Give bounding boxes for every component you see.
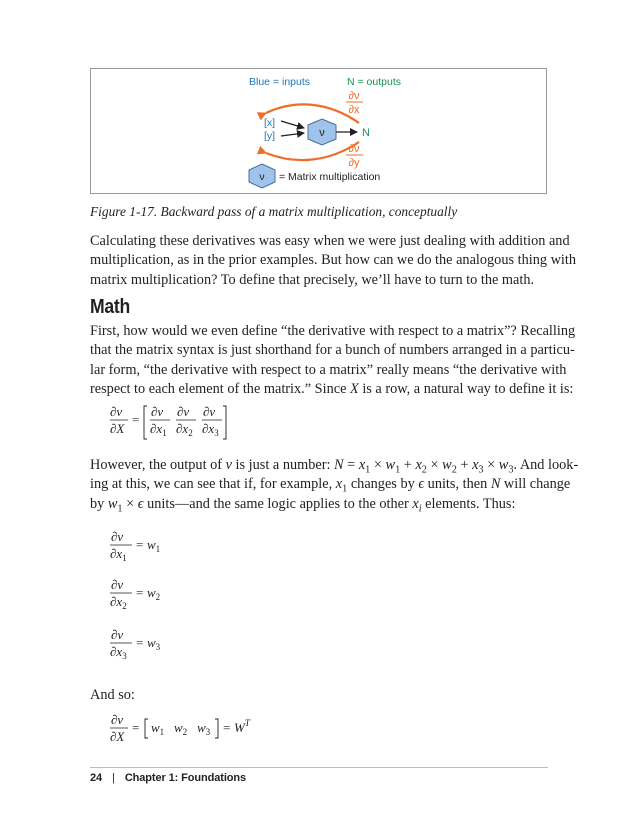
grad-y-numerator: ∂ν: [348, 143, 360, 155]
equation-gradient-row: [110, 402, 240, 442]
svg-text:∂ν: ∂ν: [110, 404, 123, 419]
paragraph-line: First, how would we even define “the derivative with respect to a matrix”? Recalling: [90, 323, 576, 339]
svg-text:∂ν: ∂ν: [203, 404, 216, 419]
forward-arrow-y: [281, 133, 304, 136]
figure-caption: Figure 1-17. Backward pass of a matrix multiplication, conceptually: [90, 204, 458, 219]
grad-x-numerator: ∂ν: [348, 90, 360, 102]
page-footer: [90, 772, 246, 784]
svg-text:∂ν: ∂ν: [111, 712, 124, 727]
svg-text:=: =: [136, 635, 144, 650]
paragraph-derivative-definition: [90, 322, 576, 399]
svg-text:=: =: [132, 720, 140, 735]
footer-rule: [90, 767, 548, 768]
and-so-text: And so:: [90, 687, 135, 703]
output-label: N: [362, 127, 370, 139]
paragraph-line: by $w_1 \times \epsilon$ units—and the same logic applies to the other $x_i$ elements. Thus:: [90, 495, 516, 515]
paragraph-output-number: [90, 456, 579, 515]
svg-text:w2: $w_2$: [174, 720, 188, 737]
paragraph-line: However, the output of ν is just a number: $N = x_1 \times w_1 + x_2 \times w_2 + x_3 \times w_3$. And look-: [90, 457, 579, 476]
svg-text:w3: $w_3$: [197, 720, 211, 737]
paragraph-line: that the matrix syntax is just shorthand for a bunch of numbers arranged in a particu-: [90, 342, 575, 359]
svg-text:w3: $w_3$: [147, 635, 161, 652]
grad-y-denominator: ∂y: [348, 157, 360, 169]
key-text: = Matrix multiplication: [279, 171, 381, 183]
paragraph-line: matrix multiplication? To define that precisely, we’ll have to turn to the math.: [90, 271, 535, 288]
backward-arrow-x: [266, 104, 359, 123]
paragraph-line: multiplication, as in the prior examples. But how can we do the analogous thing with: [90, 252, 577, 269]
svg-text:∂x3: $\partial x_3$: [110, 644, 127, 661]
paragraph-intro: [90, 232, 577, 290]
equation-partial-x3: [110, 625, 180, 665]
svg-text:∂x3: $\partial x_3$: [202, 421, 219, 438]
svg-text:∂X: ∂X: [110, 421, 125, 436]
svg-text:=: =: [136, 585, 144, 600]
svg-text:∂x2: $\partial x_2$: [110, 594, 127, 611]
key-node-label: ν: [259, 171, 265, 183]
svg-text:∂X: ∂X: [110, 729, 125, 744]
svg-text:w1: $w_1$: [151, 720, 165, 737]
svg-text:∂x2: $\partial x_2$: [176, 421, 193, 438]
equation-gradient-transpose: [110, 710, 260, 750]
input-x-label: [x]: [264, 117, 276, 129]
paragraph-line: respect to each element of the matrix.” Since X is a row, a natural way to define it is:: [90, 380, 574, 397]
svg-text:=: =: [136, 537, 144, 552]
svg-text:∂ν: ∂ν: [111, 529, 124, 544]
svg-text:w1: $w_1$: [147, 537, 161, 554]
footer-separator: |: [112, 772, 115, 784]
paragraph-line: lar form, “the derivative with respect to a matrix” really means “the derivative with: [90, 361, 567, 378]
input-y-label: [y]: [264, 130, 276, 142]
svg-text:WT: $W^T$: [234, 718, 250, 735]
figure-1-17: [90, 68, 547, 194]
legend-inputs: Blue = inputs: [249, 76, 311, 88]
svg-text:∂ν: ∂ν: [111, 577, 124, 592]
backward-pass-diagram: [91, 69, 548, 195]
svg-text:∂x1: $\partial x_1$: [110, 546, 127, 563]
svg-text:∂x1: $\partial x_1$: [150, 421, 167, 438]
section-heading-math: Math: [90, 296, 131, 318]
svg-text:∂ν: ∂ν: [177, 404, 190, 419]
svg-text:=: =: [132, 412, 140, 427]
svg-text:∂ν: ∂ν: [111, 627, 124, 642]
grad-x-denominator: ∂x: [348, 104, 360, 116]
equation-partial-x1: [110, 527, 180, 567]
forward-arrow-x: [281, 121, 304, 128]
svg-text:w2: $w_2$: [147, 585, 161, 602]
legend-outputs: N = outputs: [347, 76, 401, 88]
paragraph-line: ing at this, we can see that if, for example, $x_1$ changes by ϵ units, then N will change: [90, 476, 571, 495]
page-number: 24: [90, 772, 103, 784]
matmul-node-label: ν: [319, 127, 325, 139]
svg-text:∂ν: ∂ν: [151, 404, 164, 419]
chapter-title: Chapter 1: Foundations: [124, 772, 247, 784]
svg-text:=: =: [223, 720, 231, 735]
equation-partial-x2: [110, 575, 180, 615]
paragraph-line: Calculating these derivatives was easy when we were just dealing with addition and: [90, 233, 570, 249]
backward-arrow-y: [266, 142, 359, 160]
